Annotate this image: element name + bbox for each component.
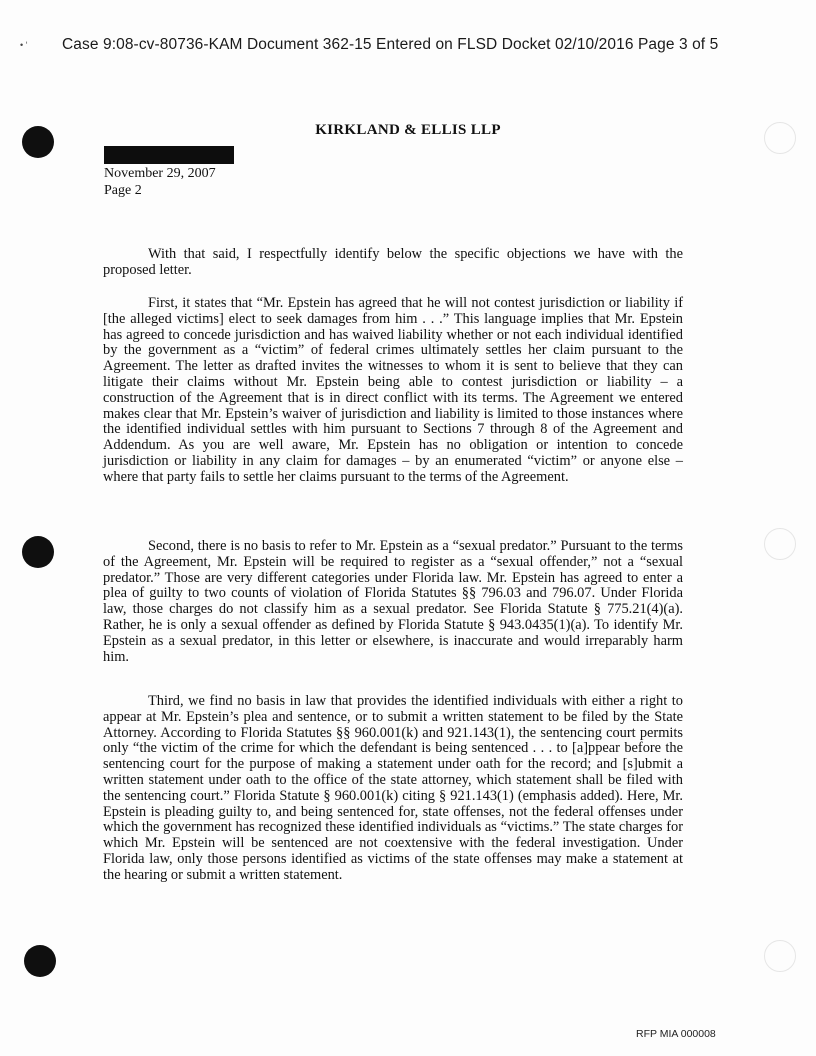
body-paragraph-intro	[103, 247, 683, 279]
punch-hole	[22, 536, 54, 568]
scan-mark: • ‘	[20, 40, 28, 50]
body-paragraph-first-objection	[103, 296, 683, 486]
body-paragraph-third-objection	[103, 694, 683, 884]
punch-hole-shadow	[764, 528, 796, 560]
paragraph-text: Third, we find no basis in law that provides the identified individuals with either a right to appear at Mr. Epstein’s plea and sentence, or to submit a written statement to be filed by the State Attorney. According to Florida Statutes §§ 960.001(k) and 921.143(1), the sentencing court permits only “the victim of the crime for which the defendant is being sentenced . . . to [a]ppear before the sentencing court for the purpose of making a statement under oath for the record; and [s]ubmit a written statement under oath to the office of the state attorney, which statement shall be filed with the sentencing court.” Florida Statute § 960.001(k) citing § 921.143(1) (emphasis added). Here, Mr. Epstein is pleading guilty to, and being sentenced for, state offenses, not the federal offenses under which the government has recognized these identified individuals as “victims.” The state charges for which Mr. Epstein will be sentenced are not coextensive with the federal investigation. Under Florida law, only those persons identified as victims of the state offenses may make a statement at the hearing or submit a written statement.	[103, 693, 683, 883]
letter-date: November 29, 2007	[104, 166, 216, 181]
punch-hole-shadow	[764, 940, 796, 972]
paragraph-text: First, it states that “Mr. Epstein has agreed that he will not contest jurisdiction or liability if [the alleged victims] elect to seek damages from him . . .” This language implies that Mr. Epstein has agreed to concede jurisdiction and has waived liability whether or not each individual identified by the government as a “victim” of federal crimes ultimately settles her claim pursuant to the Agreement. The letter as drafted invites the witnesses to whom it is sent to believe that they can litigate their claims without Mr. Epstein being able to contest jurisdiction or liability – a construction of the Agreement that is in direct conflict with its terms. The Agreement we entered makes clear that Mr. Epstein’s waiver of jurisdiction and liability is limited to those instances where the identified individual settles with him pursuant to Sections 7 through 8 of the Agreement and Addendum. As you are well aware, Mr. Epstein has no obligation or intention to concede jurisdiction or liability in any claim for damages – by an enumerated “victim” or anyone else – where that party fails to settle her claims pursuant to the terms of the Agreement.	[103, 295, 683, 485]
bates-number: RFP MIA 000008	[636, 1028, 716, 1040]
letterhead-firm-name: KIRKLAND & ELLIS LLP	[315, 122, 501, 138]
punch-hole	[24, 945, 56, 977]
paragraph-text: Second, there is no basis to refer to Mr. Epstein as a “sexual predator.” Pursuant to the terms of the Agreement, Mr. Epstein will be required to register as a “sexual offender,” not a “sexual predator.” Those are very different categories under Florida law. Mr. Epstein has agreed to enter a plea of guilty to two counts of violation of Florida Statutes §§ 796.03 and 796.07. Under Florida law, those charges do not classify him as a sexual predator. See Florida Statute § 775.21(4)(a). Rather, he is only a sexual offender as defined by Florida Statute § 943.0435(1)(a). To identify Mr. Epstein as a sexual predator, in this letter or elsewhere, is inaccurate and would irreparably harm him.	[103, 538, 683, 665]
body-paragraph-second-objection	[103, 539, 683, 665]
page-label: Page 2	[104, 183, 142, 198]
court-filing-header: Case 9:08-cv-80736-KAM Document 362-15 Entered on FLSD Docket 02/10/2016 Page 3 of 5	[62, 36, 719, 53]
paragraph-text: With that said, I respectfully identify below the specific objections we have with the proposed letter.	[103, 246, 683, 278]
redaction-bar	[104, 146, 234, 164]
